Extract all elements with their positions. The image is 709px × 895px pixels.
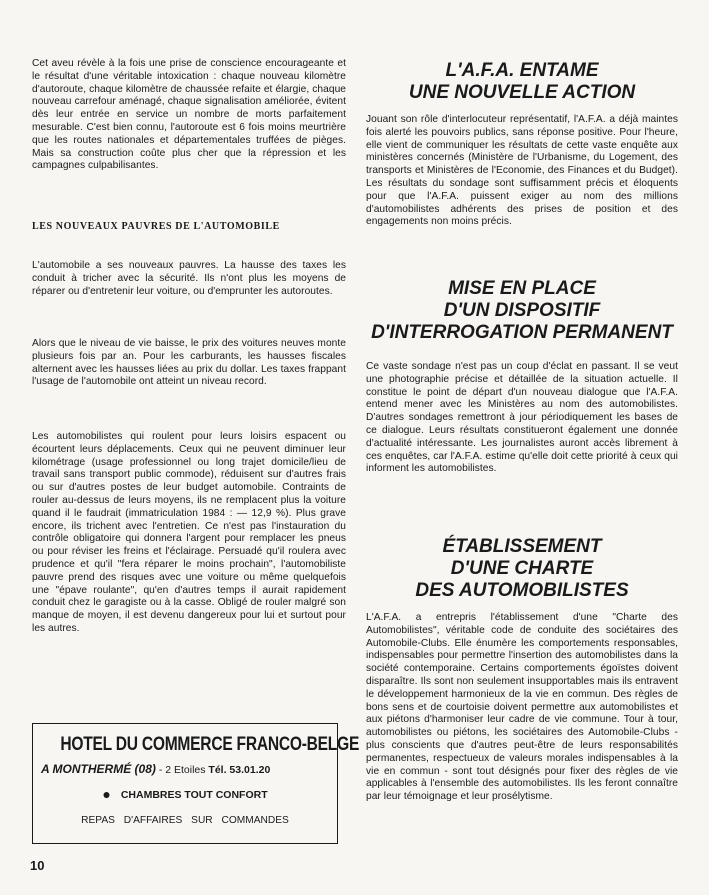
ad-address: - 2 Etoiles xyxy=(158,764,206,776)
body-paragraph: Les automobilistes qui roulent pour leurs loisirs espacent ou écourtent leurs déplacements. Ceux qui ne peuvent diminuer leur kilométrage (usage professionnel ou long trajet domicile/lieu de travail sans transport public commode), réduisent sur d'autres frais ou sur d'autres postes de leur budget automobile. Contraints de rouler au-dessus de leurs moyens, ils ne remplacent plus la voiture quand il le faudrait (immatriculation 1984 : — 12,9 %). Plus grave encore, ils trichent avec l'entretien. Ce n'est pas l'instauration du contrôle obligatoire qui donnera l'argent pour remplacer les pneus ou pour réviser les freins et l'éclairage. Persuadé qu'il roulera avec prudence et qu'il "fera réparer le moins prochain", l'automobiliste pauvre prend des risques avec une voiture ou même quelquefois une "épave roulante", qu'en d'autres temps il aurait rapidement conduit chez le garagiste ou à la casse. Obligé de rouler malgré son manque de moyen, il est devenu dangereux pour lui et surtout pour les autres. xyxy=(32,431,346,634)
ad-phone: Tél. 53.01.20 xyxy=(208,764,271,776)
ad-title: HOTEL DU COMMERCE FRANCO-BELGE xyxy=(60,734,360,755)
heading-line: D'UN DISPOSITIF xyxy=(443,300,601,321)
heading-line: DES AUTOMOBILISTES xyxy=(415,580,629,601)
heading-line: L'A.F.A. ENTAME xyxy=(445,60,599,81)
page-number: 10 xyxy=(30,858,45,873)
heading-line: MISE EN PLACE xyxy=(448,278,596,299)
ad-town: A MONTHERMÉ (08) xyxy=(41,762,156,776)
hotel-advertisement xyxy=(32,723,360,844)
ad-location-line xyxy=(41,762,270,776)
section-heading xyxy=(366,278,678,344)
body-paragraph: Alors que le niveau de vie baisse, le prix des voitures neuves monte plusieurs fois par an. Pour les carburants, les hausses fiscales alternent avec les hausses liées au prix du dollar. Les taxes frappant l'usage de l'automobile ont atteint un niveau record. xyxy=(32,338,346,388)
intro-paragraph: Cet aveu révèle à la fois une prise de conscience encourageante et le résultat d'une véritable intoxication : chaque nouveau kilomètre d'autoroute, chaque kilomètre de chaussée refaite et élargie, chaque nouveau carrefour aménagé, chaque signalisation améliorée, évitent dès leur entrée en service un nombre de morts parfaitement mesurable. C'est bien connu, l'autoroute est 6 fois moins meurtrière que les routes nationales et départementales truffées de pièges. Mais sa construction coûte plus cher que la répression et les campagnes culpabilisantes. xyxy=(32,58,346,172)
heading-line: ÉTABLISSEMENT xyxy=(442,536,602,557)
body-paragraph: L'A.F.A. a entrepris l'établissement d'une "Charte des Automobilistes", véritable code de conduite des sociétaires des Automobile-Clubs. Elle énumère les comportements responsables, indispensables pour permettre l'insertion des automobilistes dans la société contemporaine. Certains comportements égoïstes doivent disparaître. Ils sont non seulement insupportables mais ils entravent le développement harmonieux de la vie en commun. Des règles de bons sens et de courtoisie doivent permettre aux automobilistes et aux piétons d'harmoniser leur cadre de vie commune. Tour à tour, automobilistes ou piétons, les sociétaires des Automobile-Clubs - plus conscients que d'autres peut-être de leurs responsabilités permanentes, respectueux de valeurs morales indispensables à la vie en commun - sont tout désignés pour fixer des règles de vie applicables à l'ensemble des automobilistes. Ils les feront connaître par leur témoignage et leur prosélytisme. xyxy=(366,612,678,803)
ad-rooms-line xyxy=(33,786,337,802)
section-heading xyxy=(366,60,678,104)
bullet-icon: ● xyxy=(102,786,111,802)
section-subheading: LES NOUVEAUX PAUVRES DE L'AUTOMOBILE xyxy=(32,221,280,232)
body-paragraph: L'automobile a ses nouveaux pauvres. La hausse des taxes les conduit à tricher avec la sécurité. Ils n'ont plus les moyens de réparer ou d'entretenir leur voiture, ou d'emprunter les autoroutes. xyxy=(32,260,346,297)
ad-rooms: CHAMBRES TOUT CONFORT xyxy=(120,789,268,801)
heading-line: D'UNE CHARTE xyxy=(450,558,594,579)
section-heading xyxy=(366,536,678,602)
body-paragraph: Jouant son rôle d'interlocuteur représentatif, l'A.F.A. a déjà maintes fois alerté les pouvoirs publics, sans réponse positive. Pour l'heure, elle vient de communiquer les résultats de cette vaste enquête aux ministères concernés (Ministère de l'Urbanisme, du Logement, des transports et Ministères de l'Economie, des Finances et du Budget). Les résultats du sondage sont suffisamment précis et éloquents pour que l'A.F.A. puissent exiger au nom des millions d'automobilistes adhérents des prises de position et des engagements non moins précis. xyxy=(366,114,678,228)
ad-meals: REPAS D'AFFAIRES SUR COMMANDES xyxy=(81,815,289,826)
heading-line: D'INTERROGATION PERMANENT xyxy=(371,322,673,343)
heading-line: UNE NOUVELLE ACTION xyxy=(408,82,636,103)
body-paragraph: Ce vaste sondage n'est pas un coup d'éclat en passant. Il se veut une photographie précise et détaillée de la situation actuelle. Il constitue le point de départ d'un nouveau dialogue que l'A.F.A. entend mener avec les Ministères au nom des automobilistes. D'autres sondages remettront à jour périodiquement les bases de ce dialogue. Leurs résultats constitueront également une donnée d'actualité intéressante. Les journalistes auront accès librement à ces enquêtes, car l'A.F.A. estime qu'elle doit cette priorité à ceux qui informent les automobilistes. xyxy=(366,361,678,475)
